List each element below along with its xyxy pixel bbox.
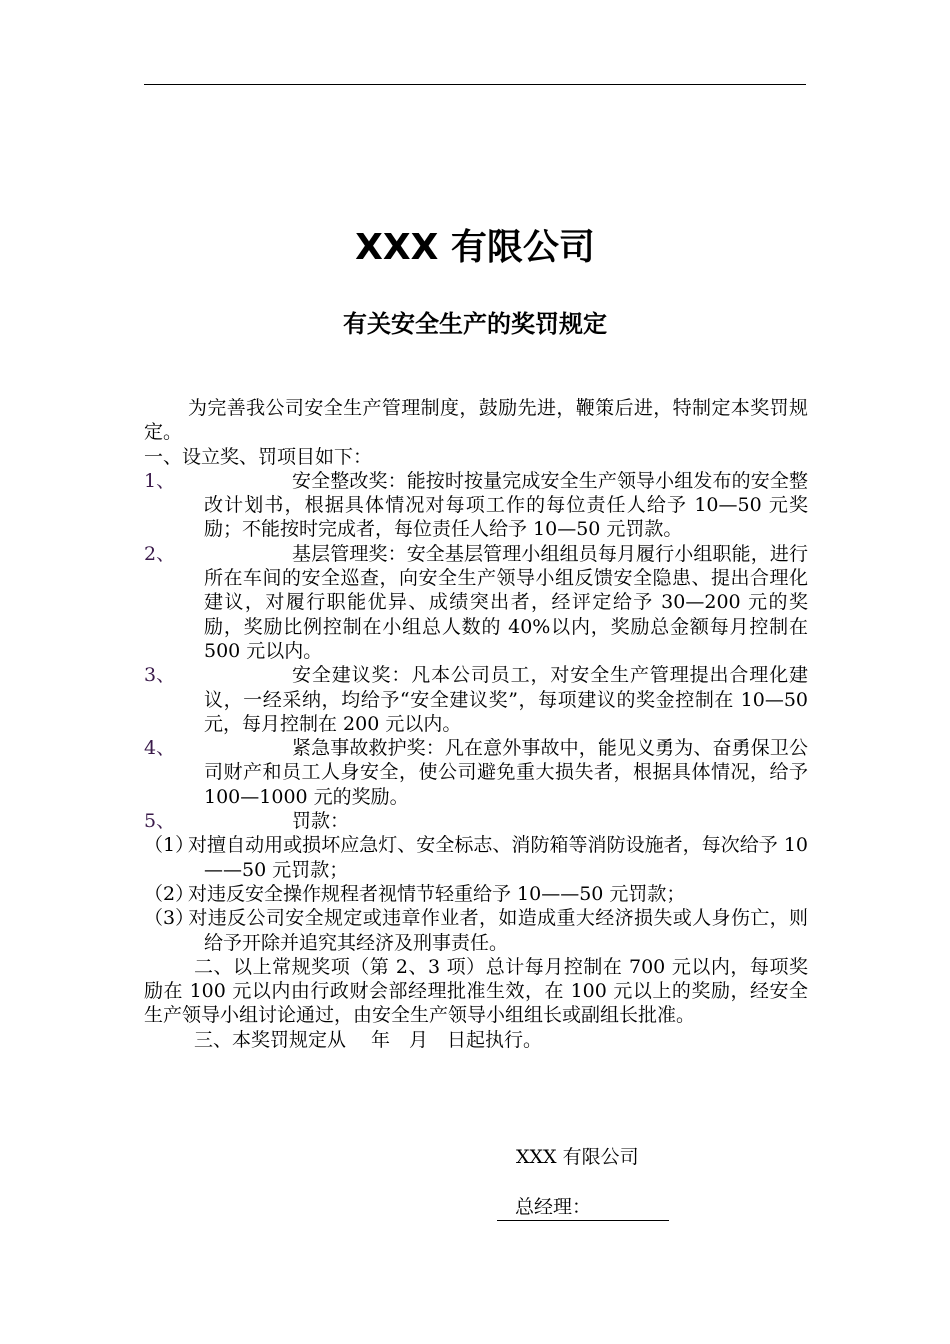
signature-manager: 总经理： <box>497 1194 669 1221</box>
section-3-paragraph: 三、本奖罚规定从 年 月 日起执行。 <box>194 1028 543 1051</box>
item-body: 安全基层管理小组组员每月履行小组职能，进行所在车间的安全巡查，向安全生产领导小组反馈安全隐患、提出合理化建议，对履行职能优异、成绩突出者，经评定给予 30—200 元的奖励，奖励比例控制在小组总人数的 40%以内，奖励总金额每月控制在 500 元以内。 <box>204 542 808 662</box>
fine-number: （3） <box>144 907 195 930</box>
list-item <box>144 809 808 833</box>
company-title: XXX 有限公司 <box>355 227 595 268</box>
item-text <box>204 809 808 833</box>
item-text <box>204 542 808 663</box>
list-item <box>144 736 808 809</box>
item-number: 5、 <box>144 810 176 833</box>
item-text <box>204 736 808 809</box>
item-number: 4、 <box>144 737 176 760</box>
fine-text: 对擅自动用或损坏应急灯、安全标志、消防箱等消防设施者，每次给予 10——50 元罚款； <box>188 834 808 881</box>
item-head: 基层管理奖： <box>292 542 407 565</box>
item-text <box>204 663 808 736</box>
signature-company: XXX 有限公司 <box>516 1146 639 1168</box>
item-text <box>204 469 808 542</box>
fine-text: 对违反安全操作规程者视情节轻重给予 10——50 元罚款； <box>188 882 686 905</box>
item-body: 能按时按量完成安全生产领导小组发布的安全整改计划书，根据具体情况对每项工作的每位责任人给予 10—50 元奖励；不能按时完成者，每位责任人给予 10—50 元罚款。 <box>204 469 808 541</box>
item-number: 3、 <box>144 664 176 687</box>
regulation-title: 有关安全生产的奖罚规定 <box>343 310 607 338</box>
fine-number: （2） <box>144 882 195 905</box>
section-2-paragraph: 二、以上常规奖项（第 2、3 项）总计每月控制在 700 元以内，每项奖励在 100 元以内由行政财会部经理批准生效，在 100 元以上的奖励，经安全生产领导小组讨论通过，由安全生产领导小组组长或副组长批准。 <box>144 955 808 1027</box>
section-1-heading: 一、设立奖、罚项目如下： <box>144 445 373 468</box>
item-head: 罚款： <box>292 810 350 833</box>
item-number: 1、 <box>144 469 176 492</box>
fine-number: （1） <box>144 834 195 857</box>
fine-text: 对违反公司安全规定或违章作业者，如造成重大经济损失或人身伤亡，则给予开除并追究其经济及刑事责任。 <box>188 907 808 954</box>
list-item <box>144 542 808 663</box>
fine-item <box>144 882 808 906</box>
list-item <box>144 663 808 736</box>
header-rule <box>144 84 806 85</box>
fine-item <box>144 906 808 955</box>
item-head: 紧急事故救护奖： <box>292 737 445 760</box>
fine-item <box>144 833 808 882</box>
item-body: 凡在意外事故中，能见义勇为、奋勇保卫公司财产和员工人身安全，使公司避免重大损失者，根据具体情况，给予 100—1000 元的奖励。 <box>204 737 808 808</box>
item-body: 凡本公司员工，对安全生产管理提出合理化建议，一经采纳，均给予“安全建议奖”，每项建议的奖金控制在 10—50 元，每月控制在 200 元以内。 <box>204 664 808 735</box>
intro-paragraph: 为完善我公司安全生产管理制度，鼓励先进，鞭策后进，特制定本奖罚规定。 <box>144 397 808 444</box>
item-number: 2、 <box>144 542 176 565</box>
document-body <box>144 396 808 1052</box>
item-head: 安全整改奖： <box>292 469 407 492</box>
list-item <box>144 469 808 542</box>
item-head: 安全建议奖： <box>292 664 412 687</box>
